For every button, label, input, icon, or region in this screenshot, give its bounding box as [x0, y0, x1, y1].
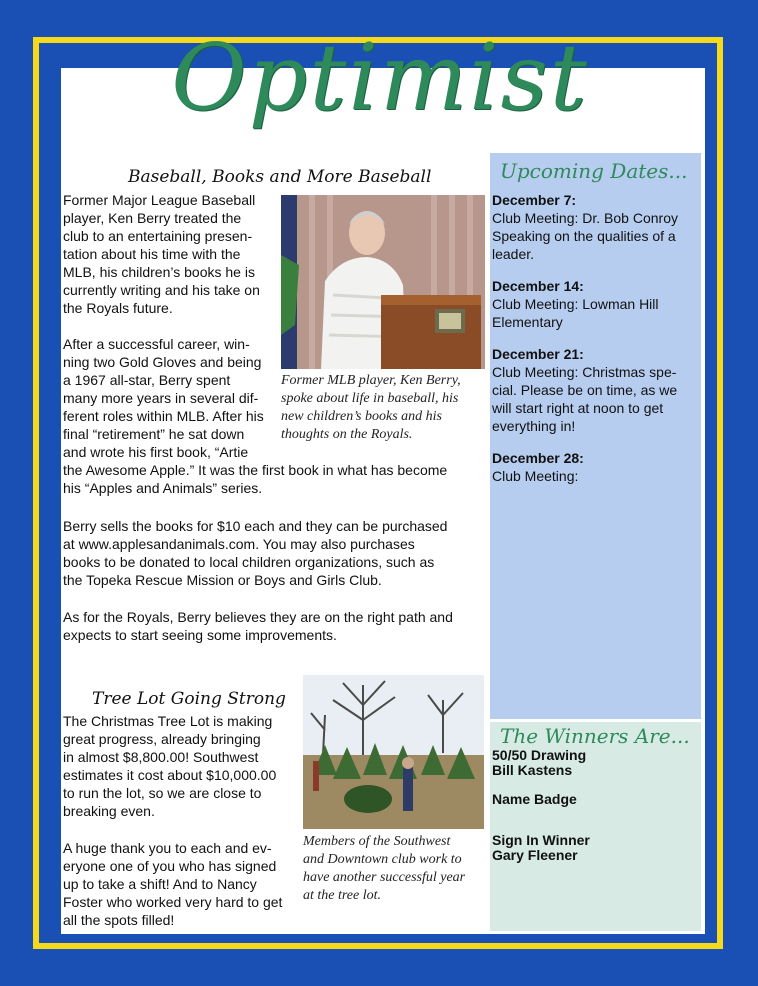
article1-line: the Awesome Apple.” It was the first book in what has become: [63, 462, 448, 478]
article1-line: books to be donated to local children organizations, such as: [63, 554, 435, 570]
winners-list: [490, 748, 701, 863]
article1-line: the Royals future.: [63, 300, 173, 316]
article2-line: A huge thank you to each and ev-: [63, 840, 272, 856]
date-description: will start right at noon to get: [492, 400, 664, 416]
article1-line: the Topeka Rescue Mission or Boys and Girls Club.: [63, 572, 382, 588]
date-description: Club Meeting: Lowman Hill: [492, 296, 659, 312]
date-description: leader.: [492, 246, 535, 262]
winners-panel: [490, 722, 701, 931]
article1-line: and wrote his first book, “Artie: [63, 444, 249, 460]
date-entry: [490, 191, 701, 263]
article1-para4: [63, 608, 493, 644]
winner-entry: [490, 833, 701, 863]
article2-para2: [63, 839, 303, 929]
article1-line: Berry sells the books for $10 each and they can be purchased: [63, 518, 448, 534]
article2-line: breaking even.: [63, 803, 155, 819]
date-description: Club Meeting:: [492, 468, 579, 484]
date-entry: [490, 449, 701, 485]
winners-heading: The Winners Are...: [500, 724, 690, 748]
winner-line: Name Badge: [492, 791, 577, 807]
article1-line: Former Major League Baseball: [63, 192, 256, 208]
article2-line: eryone one of you who has signed: [63, 858, 277, 874]
winner-line: Sign In Winner: [492, 832, 590, 848]
masthead-title: Optimist: [171, 24, 589, 131]
date-label: December 28:: [492, 450, 584, 466]
article2-line: to run the lot, so we are close to: [63, 785, 262, 801]
caption-line: have another successful year: [303, 870, 466, 885]
article1-para1: [63, 191, 278, 317]
article1-line: ning two Gold Gloves and being: [63, 354, 262, 370]
article2-line: great progress, already bringing: [63, 731, 261, 747]
date-description: everything in!: [492, 418, 576, 434]
article1-line: a 1967 all-star, Berry spent: [63, 372, 231, 388]
tree-lot-photo-illustration: [303, 675, 484, 829]
article1-line: After a successful career, win-: [63, 336, 250, 352]
article1-heading: Baseball, Books and More Baseball: [128, 167, 432, 187]
winner-line: Bill Kastens: [492, 762, 573, 778]
article2-para1: [63, 712, 303, 820]
article1-line: MLB, his children’s books he is: [63, 264, 255, 280]
caption-line: Members of the Southwest: [303, 834, 451, 849]
date-entry: [490, 345, 701, 435]
article1-line: ferent roles within MLB. After his: [63, 408, 264, 424]
article1-line: currently writing and his take on: [63, 282, 260, 298]
date-label: December 14:: [492, 278, 584, 294]
dates-list: [490, 191, 701, 485]
caption-line: and Downtown club work to: [303, 852, 462, 867]
caption-line: thoughts on the Royals.: [281, 427, 413, 442]
article1-line: at www.applesandanimals.com. You may also purchases: [63, 536, 415, 552]
article2-line: in almost $8,800.00! Southwest: [63, 749, 259, 765]
date-entry: [490, 277, 701, 331]
article2-line: Foster who worked very hard to get: [63, 894, 283, 910]
winner-line: Gary Fleener: [492, 847, 578, 863]
article1-line: tation about his time with the: [63, 246, 241, 262]
article1-line: his “Apples and Animals” series.: [63, 480, 263, 496]
caption-line: spoke about life in baseball, his: [281, 391, 459, 406]
article1-line: many more years in several dif-: [63, 390, 259, 406]
date-description: Club Meeting: Dr. Bob Conroy: [492, 210, 678, 226]
tree-lot-photo: [303, 675, 484, 829]
article2-line: estimates it cost about $10,000.00: [63, 767, 277, 783]
date-description: Club Meeting: Christmas spe-: [492, 364, 677, 380]
caption-line: new children’s books and his: [281, 409, 442, 424]
article1-line: final “retirement” he sat down: [63, 426, 245, 442]
article1-para3: [63, 517, 493, 589]
tree-lot-photo-caption: [303, 833, 493, 905]
article2-line: all the spots filled!: [63, 912, 175, 928]
upcoming-dates-panel: [490, 153, 701, 719]
article1-para2: [63, 335, 493, 497]
date-description: Speaking on the qualities of a: [492, 228, 676, 244]
caption-line: Former MLB player, Ken Berry,: [281, 373, 461, 388]
article1-line: As for the Royals, Berry believes they are on the right path and: [63, 609, 453, 625]
winner-entry: [490, 792, 701, 807]
article2-heading: Tree Lot Going Strong: [92, 689, 286, 709]
date-label: December 7:: [492, 192, 577, 208]
date-description: cial. Please be on time, as we: [492, 382, 678, 398]
date-label: December 21:: [492, 346, 584, 362]
article2-line: up to take a shift! And to Nancy: [63, 876, 257, 892]
winner-line: 50/50 Drawing: [492, 747, 587, 763]
upcoming-dates-heading: Upcoming Dates...: [500, 159, 688, 183]
article1-line: player, Ken Berry treated the: [63, 210, 242, 226]
article1-line: club to an entertaining presen-: [63, 228, 253, 244]
article1-line: expects to start seeing some improvements.: [63, 627, 337, 643]
article2-line: The Christmas Tree Lot is making: [63, 713, 273, 729]
winner-entry: [490, 748, 701, 778]
date-description: Elementary: [492, 314, 563, 330]
caption-line: at the tree lot.: [303, 888, 382, 903]
